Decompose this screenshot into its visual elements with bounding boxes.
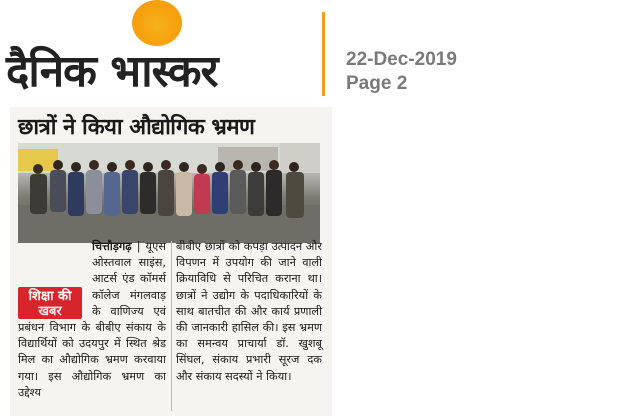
article-column-2 xyxy=(176,239,322,414)
newspaper-logo: दैनिक भास्कर xyxy=(6,46,218,97)
news-clipping xyxy=(10,107,332,416)
masthead xyxy=(0,0,330,100)
dateline: चित्तौड़गढ़ xyxy=(92,240,132,253)
sun-logo-icon xyxy=(132,0,182,46)
column-2-body: बीबीए छात्रों को कपड़ा उत्पादन और विपणन में उपयोग की जाने वाली क्रियाविधि से परिचित कराना था। छात्रों ने उद्योग के पदाधिकारियों के साथ बातचीत की और कार्य प्रणाली की जानकारी हासिल की। इस भ्रमण का समन्वय प्राचार्या डॉ. खुशबू सिंघल, संकाय प्रभारी सूरज दक और संकाय सदस्यों ने किया। xyxy=(176,240,322,383)
column-rule xyxy=(171,241,172,411)
edition-date: 22-Dec-2019 xyxy=(346,49,457,70)
group-photo-illustration xyxy=(18,143,320,243)
article-column-1 xyxy=(18,239,166,414)
article-text-column-1 xyxy=(18,239,166,401)
badge-line-1: शिक्षा की xyxy=(28,289,72,304)
edition-meta xyxy=(346,48,457,96)
article-headline: छात्रों ने किया औद्योगिक भ्रमण xyxy=(18,115,255,140)
column-1-body: | यूएस ओस्तवाल साइंस, आटर्स एंड कॉमर्स कॉलेज मंगलवाड़ के वाणिज्य एवं प्रबंधन विभाग के बीबीए संकाय के विद्यार्थियों को उदयपुर में स्थित श्रेड मिल का औद्योगिक भ्रमण करवाया गया। इस औद्योगिक भ्रमण का उद्देश्य xyxy=(18,240,166,399)
badge-line-2: खबर xyxy=(38,304,62,319)
masthead-divider xyxy=(322,12,325,96)
edition-page: Page 2 xyxy=(346,73,408,94)
education-news-badge xyxy=(18,287,82,319)
group-photo xyxy=(18,143,320,243)
